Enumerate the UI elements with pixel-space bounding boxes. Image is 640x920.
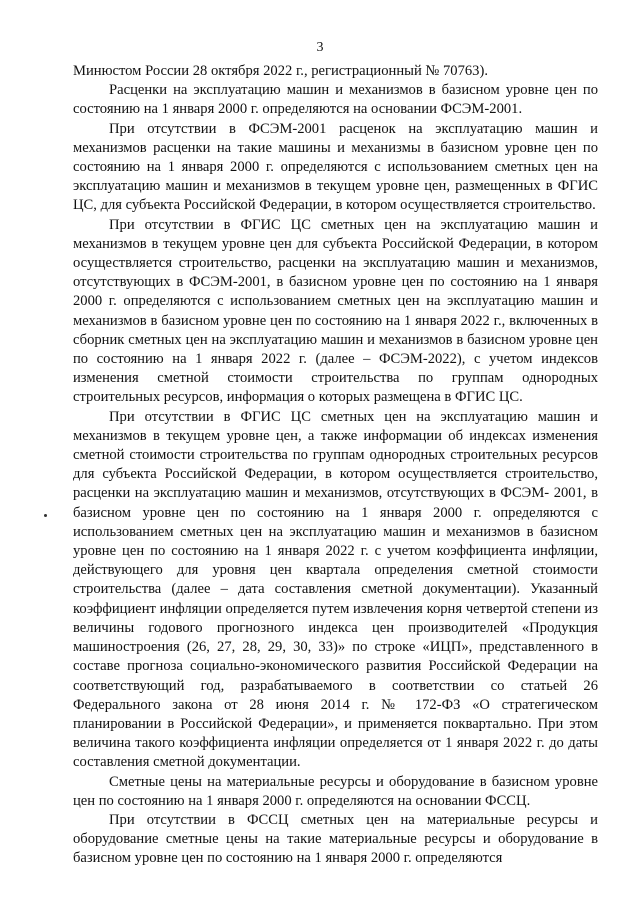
page-number: 3 [316,40,324,55]
scan-artifact-dot [44,514,47,517]
paragraph-fsem-2001-rates: Расценки на эксплуатацию машин и механизмов в базисном уровне цен по состоянию на 1 января 2000 г. определяются на основании ФСЭМ-2001. [73,82,598,118]
paragraph-missing-rates-fsem-2001: При отсутствии в ФСЭМ-2001 расценок на эксплуатацию машин и механизмов расценки на такие машины и механизмы в базисном уровне цен по состоянию на 1 января 2000 г. определяются с использованием сметных цен на эксплуатацию машин и механизмов в текущем уровне цен, размещенных в ФГИС ЦС, для субъекта Российской Федерации, в котором осуществляется строительство. [73,120,598,214]
paragraph-inflation-coefficient: При отсутствии в ФГИС ЦС сметных цен на эксплуатацию машин и механизмов в текущем уровне цен, а также информации об индексах изменения сметной стоимости строительства по группам однородных строительных ресурсов для субъекта Российской Федерации, в котором осуществляется строительство, расценки на эксплуатацию машин и механизмов, отсутствующих в ФСЭМ- 2001, в базисном уровне цен по состоянию на 1 января 2000 г. определяются с использованием сметных цен на эксплуатацию машин и механизмов в базисном уровне цен по состоянию на 1 января 2022 г. с учетом коэффициента инфляции, действующего для уровня цен квартала определения сметной стоимости строительства (далее – дата составления сметной документации). Указанный коэффициент инфляции определяется путем извлечения корня четвертой степени из величины годового прогнозного индекса цен производителей «Продукция машиностроения (26, 27, 28, 29, 30, 33)» по строке «ИЦП», представленного в составе прогноза социально-экономического развития Российской Федерации на соответствующий год, разрабатываемого в соответствии со статьей 26 Федерального закона от 28 июня 2014 г. № 172-ФЗ «О стратегическом планировании в Российской Федерации», и применяется поквартально. При этом величина такого коэффициента инфляции определяется от 1 января 2022 г. до даты составления сметной документации. [73,408,598,771]
paragraph-missing-prices-fgis: При отсутствии в ФГИС ЦС сметных цен на эксплуатацию машин и механизмов в текущем уровне цен для субъекта Российской Федерации, в котором осуществляется строительство, расценки на эксплуатацию машин и механизмов, отсутствующих в ФСЭМ-2001, в базисном уровне цен по состоянию на 1 января 2000 г. определяются с использованием сметных цен на эксплуатацию машин и механизмов в базисном уровне цен по состоянию на 1 января 2022 г., включенных в сборник сметных цен на эксплуатацию машин и механизмов в базисном уровне цен по состоянию на 1 января 2022 г. (далее – ФСЭМ-2022), с учетом индексов изменения сметной стоимости строительства по группам однородных строительных ресурсов, информация о которых размещена в ФГИС ЦС. [73,216,598,406]
document-body [73,62,598,869]
paragraph-material-prices-fssc: Сметные цены на материальные ресурсы и оборудование в базисном уровне цен по состоянию на 1 января 2000 г. определяются на основании ФССЦ. [73,773,598,809]
paragraph-missing-material-prices: При отсутствии в ФССЦ сметных цен на материальные ресурсы и оборудование сметные цены на такие материальные ресурсы и оборудование в базисном уровне цен по состоянию на 1 января 2000 г. определяются [73,811,598,867]
paragraph-continuation: Минюстом России 28 октября 2022 г., регистрационный № 70763). [73,63,488,79]
